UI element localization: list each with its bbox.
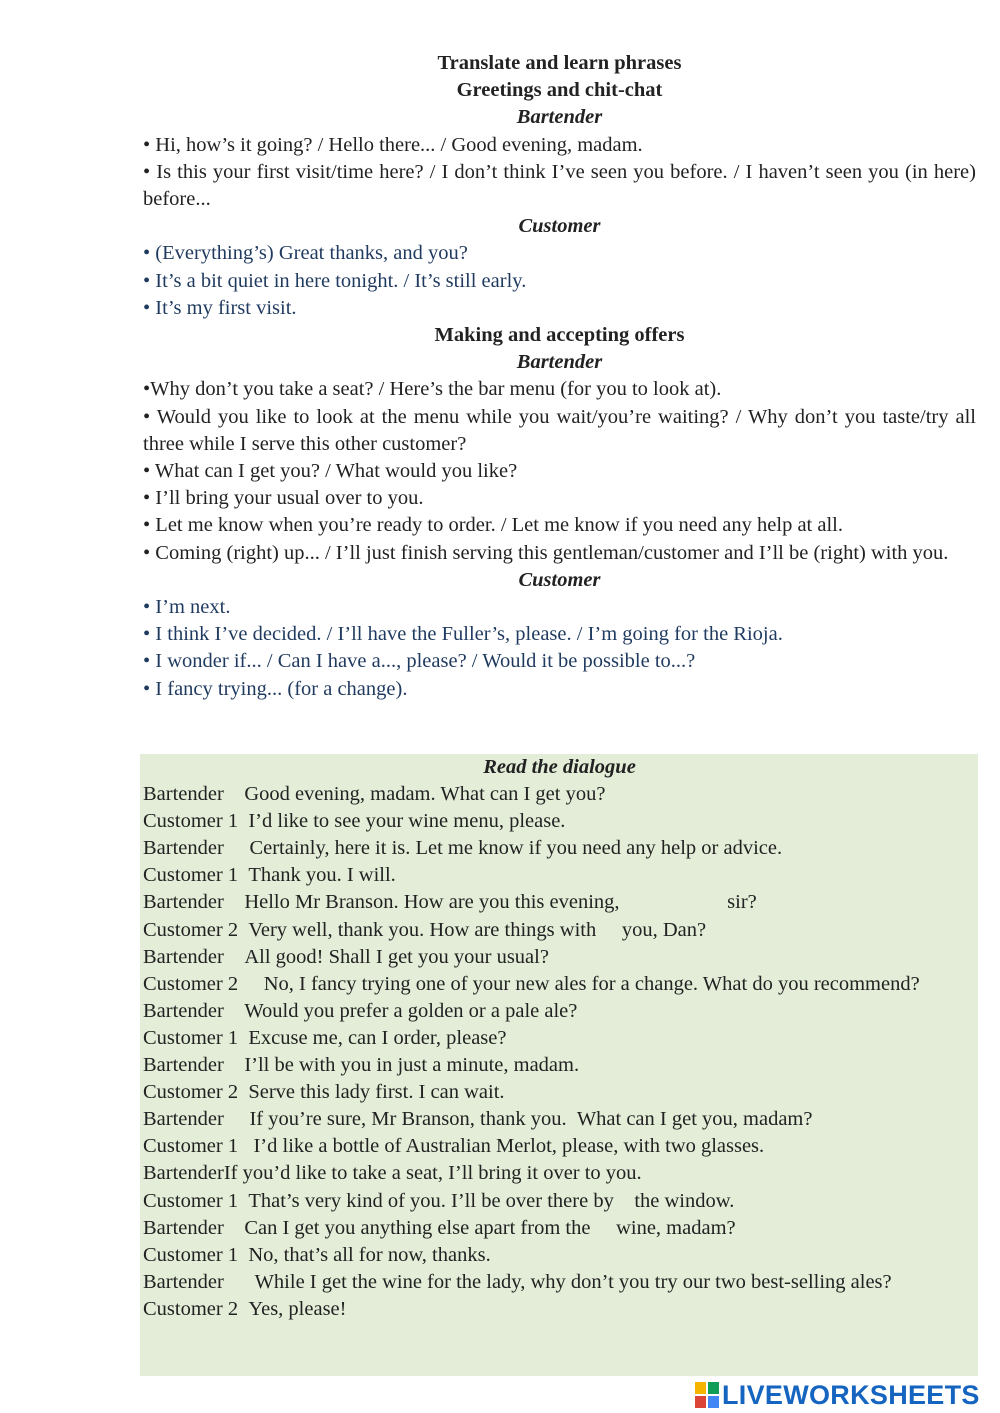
dialogue-text: Good evening, madam. What can I get you? <box>244 783 606 806</box>
phrase-line: • (Everything’s) Great thanks, and you? <box>143 242 468 265</box>
dialogue-speaker: Bartender <box>143 783 224 806</box>
liveworksheets-logo <box>695 1380 980 1410</box>
dialogue-line <box>143 1106 976 1133</box>
phrase-line: • It’s a bit quiet in here tonight. / It’s still early. <box>143 269 527 292</box>
dialogue-line <box>143 808 976 835</box>
dialogue-text: Thank you. I will. <box>248 864 396 887</box>
dialogue-line <box>143 889 976 916</box>
liveworksheets-logo-text: LIVEWORKSHEETS <box>722 1379 980 1410</box>
dialogue-speaker: Customer 1 <box>143 810 239 833</box>
phrase-line: • Let me know when you’re ready to order. / Let me know if you need any help at all. <box>143 514 843 537</box>
dialogue-text: If you’d like to take a seat, I’ll bring it over to you. <box>223 1162 642 1185</box>
customer-heading: Customer <box>518 568 601 591</box>
dialogue-line <box>143 1188 976 1215</box>
dialogue-text: All good! Shall I get you your usual? <box>244 945 549 968</box>
dialogue-box <box>140 754 978 1376</box>
dialogue-speaker: Bartender <box>143 1216 224 1239</box>
dialogue-speaker: Customer 2 <box>143 972 239 995</box>
phrase-line: • I wonder if... / Can I have a..., please? / Would it be possible to...? <box>143 650 696 673</box>
worksheet-content <box>143 50 976 703</box>
dialogue-speaker: Customer 1 <box>143 1026 239 1049</box>
dialogue-speaker: Bartender <box>143 1054 224 1077</box>
dialogue-speaker: Customer 2 <box>143 1081 239 1104</box>
dialogue-line <box>143 1160 976 1187</box>
dialogue-line <box>143 1079 976 1106</box>
phrase-line: • I fancy trying... (for a change). <box>143 677 408 700</box>
dialogue-line <box>143 971 976 998</box>
section-title-greetings: Greetings and chit-chat <box>456 79 663 102</box>
dialogue-speaker: Customer 1 <box>143 1189 239 1212</box>
dialogue-speaker: Customer 2 <box>143 1297 239 1320</box>
dialogue-text: If you’re sure, Mr Branson, thank you. What can I get you, madam? <box>249 1108 813 1131</box>
bartender-heading: Bartender <box>516 351 603 374</box>
dialogue-text: While I get the wine for the lady, why don’t you try our two best-selling ales? <box>254 1270 892 1293</box>
dialogue-text: I’d like a bottle of Australian Merlot, please, with two glasses. <box>253 1135 765 1158</box>
phrase-line: •Why don’t you take a seat? / Here’s the bar menu (for you to look at). <box>143 378 722 401</box>
phrase-line: • I think I’ve decided. / I’ll have the Fuller’s, please. / I’m going for the Rioja. <box>143 623 783 646</box>
dialogue-line <box>143 917 976 944</box>
dialogue-text: Yes, please! <box>248 1297 347 1320</box>
dialogue-line <box>143 835 976 862</box>
dialogue-text: Excuse me, can I order, please? <box>248 1026 507 1049</box>
phrase-line: • It’s my first visit. <box>143 296 297 319</box>
dialogue-text: Certainly, here it is. Let me know if you need any help or advice. <box>249 837 783 860</box>
dialogue-line <box>143 1215 976 1242</box>
dialogue-speaker: Bartender <box>143 1108 224 1131</box>
dialogue-speaker: Bartender <box>143 891 224 914</box>
phrase-line: • I’ll bring your usual over to you. <box>143 487 424 510</box>
dialogue-text: Can I get you anything else apart from the wine, madam? <box>244 1216 736 1239</box>
dialogue-line <box>143 1133 976 1160</box>
page-title: Translate and learn phrases <box>437 52 682 74</box>
bartender-heading: Bartender <box>516 106 603 129</box>
phrase-line: • Is this your first visit/time here? / I don’t think I’ve seen you before. / I haven’t seen you (in here) before... <box>143 160 976 211</box>
dialogue-line <box>143 944 976 971</box>
dialogue-line <box>143 998 976 1025</box>
dialogue-line <box>143 1025 976 1052</box>
phrase-line: • Would you like to look at the menu while you wait/you’re waiting? / Why don’t you taste/try all three while I serve this other customer? <box>143 405 976 455</box>
dialogue-speaker: Customer 1 <box>143 1135 239 1158</box>
dialogue-title: Read the dialogue <box>483 756 636 778</box>
phrase-line: • Coming (right) up... / I’ll just finish serving this gentleman/customer and I’ll be (right) with you. <box>143 541 949 564</box>
dialogue-line <box>143 1296 976 1323</box>
dialogue-lines <box>143 781 976 1323</box>
phrase-line: • What can I get you? / What would you like? <box>143 460 518 483</box>
dialogue-line <box>143 781 976 808</box>
dialogue-line <box>143 862 976 889</box>
dialogue-speaker: Bartender <box>143 1270 224 1293</box>
dialogue-text: No, I fancy trying one of your new ales for a change. What do you recommend? <box>263 972 920 995</box>
dialogue-speaker: Customer 2 <box>143 918 239 941</box>
customer-heading: Customer <box>518 215 601 238</box>
dialogue-line <box>143 1242 976 1269</box>
dialogue-speaker: Bartender <box>143 837 224 860</box>
dialogue-text: Very well, thank you. How are things with you, Dan? <box>248 918 707 941</box>
liveworksheets-logo-icon <box>695 1382 719 1408</box>
dialogue-speaker: Customer 1 <box>143 1243 239 1266</box>
dialogue-speaker: Bartender <box>143 945 224 968</box>
dialogue-speaker: Bartender <box>143 1162 224 1185</box>
dialogue-speaker: Customer 1 <box>143 864 239 887</box>
dialogue-line <box>143 1052 976 1079</box>
dialogue-text: Would you prefer a golden or a pale ale? <box>244 999 578 1022</box>
dialogue-text: No, that’s all for now, thanks. <box>248 1243 491 1266</box>
dialogue-line <box>143 1269 976 1296</box>
dialogue-text: That’s very kind of you. I’ll be over there by the window. <box>248 1189 735 1212</box>
dialogue-speaker: Bartender <box>143 999 224 1022</box>
phrase-line: • Hi, how’s it going? / Hello there... / Good evening, madam. <box>143 133 643 156</box>
phrase-line: • I’m next. <box>143 596 231 619</box>
dialogue-text: Serve this lady first. I can wait. <box>248 1081 505 1104</box>
dialogue-text: Hello Mr Branson. How are you this evening, sir? <box>244 891 757 914</box>
dialogue-text: I’ll be with you in just a minute, madam. <box>244 1054 580 1077</box>
section-title-offers: Making and accepting offers <box>434 324 685 347</box>
dialogue-text: I’d like to see your wine menu, please. <box>248 810 566 833</box>
